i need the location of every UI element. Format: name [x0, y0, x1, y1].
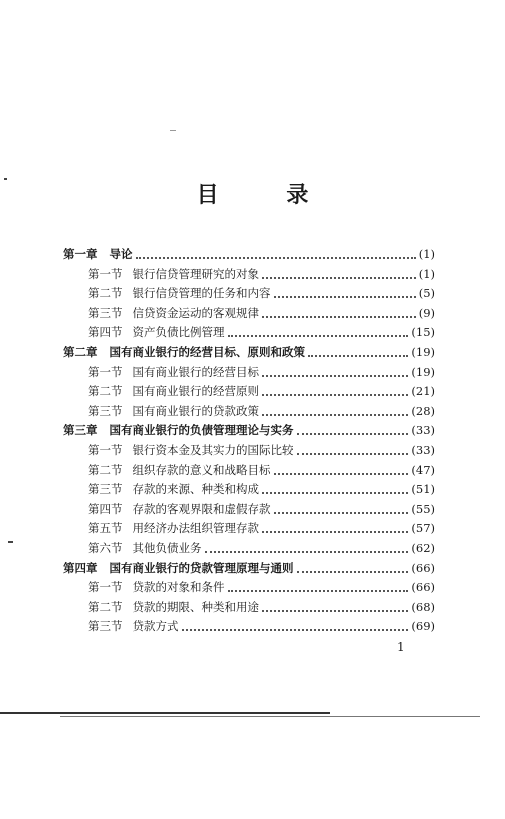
toc-section-entry [88, 362, 435, 382]
toc-chapter-entry [63, 558, 435, 578]
toc-section-entry [88, 381, 435, 401]
toc-entry-title: 国有商业银行的负债管理理论与实务 [109, 423, 294, 438]
dot-leader [262, 393, 408, 396]
toc-section-entry [88, 440, 435, 460]
toc-entry-page: (1) [418, 247, 435, 261]
dot-leader [274, 472, 409, 475]
toc-entry-label: 第三节 [88, 482, 123, 497]
toc-entry-label: 第四节 [88, 501, 123, 516]
toc-entry-page: (19) [411, 364, 435, 379]
toc-section-entry [88, 322, 435, 342]
dot-leader [297, 570, 409, 573]
toc-entry-title: 国有商业银行的贷款管理原理与通则 [109, 560, 294, 575]
dot-leader [182, 628, 409, 631]
toc-entry-label: 第二节 [88, 384, 123, 399]
toc-entry-label: 第四节 [88, 325, 123, 340]
toc-entry-label: 第一节 [88, 266, 123, 281]
toc-entry-label: 第三节 [88, 305, 123, 320]
toc-section-entry [88, 264, 435, 284]
toc-entry-label: 第二节 [88, 462, 123, 477]
toc-chapter-entry [63, 244, 435, 264]
toc-section-entry [88, 597, 435, 617]
toc-chapter-entry [63, 342, 435, 362]
toc-section-entry [88, 479, 435, 499]
dot-leader [297, 452, 409, 455]
dot-leader [228, 589, 409, 592]
toc-entry-page: (33) [411, 443, 435, 457]
toc-section-entry [88, 518, 435, 538]
toc-entry-page: (21) [411, 384, 435, 399]
toc-entry-title: 导论 [109, 247, 133, 261]
toc-entry-title: 用经济办法组织管理存款 [132, 521, 259, 536]
toc-entry-title: 国有商业银行的经营原则 [132, 384, 259, 399]
toc-entry-page: (1) [418, 266, 435, 281]
dot-leader [262, 609, 408, 612]
toc-entry-page: (33) [411, 423, 435, 438]
dot-leader [274, 295, 416, 298]
toc-section-entry [88, 538, 435, 558]
toc-entry-page: (69) [411, 619, 435, 634]
toc-entry-page: (66) [411, 560, 435, 575]
toc-entry-page: (28) [411, 403, 435, 418]
dot-leader [262, 315, 416, 318]
toc-entry-page: (57) [411, 521, 435, 536]
toc-entry-title: 资产负债比例管理 [132, 325, 225, 340]
toc-entry-page: (9) [418, 305, 435, 320]
toc-entry-label: 第二节 [88, 286, 123, 301]
toc-entry-title: 国有商业银行的贷款政策 [132, 403, 259, 418]
dot-leader [136, 256, 416, 259]
toc-entry-label: 第三节 [88, 619, 123, 634]
toc-entry-page: (47) [411, 462, 435, 477]
toc-entry-title: 国有商业银行的经营目标、原则和政策 [109, 345, 305, 359]
toc-entry-page: (51) [411, 482, 435, 497]
toc-entry-title: 信贷资金运动的客观规律 [132, 305, 259, 320]
dot-leader [274, 511, 409, 514]
toc-entry-title: 组织存款的意义和战略目标 [132, 462, 271, 477]
toc-section-entry [88, 616, 435, 636]
dot-leader [297, 432, 409, 435]
toc-entry-title: 贷款方式 [132, 619, 179, 634]
toc-entry-title: 银行资本金及其实力的国际比较 [132, 443, 294, 457]
dot-leader [262, 276, 416, 279]
toc-entry-label: 第一章 [63, 247, 98, 261]
dot-leader [262, 374, 408, 377]
toc-entry-title: 贷款的对象和条件 [132, 580, 225, 595]
toc-entry-label: 第三节 [88, 403, 123, 418]
toc-entry-page: (15) [411, 325, 435, 340]
toc-entry-label: 第五节 [88, 521, 123, 536]
scan-speck [4, 178, 7, 180]
page-title: 目 录 [196, 182, 339, 208]
toc-entry-title: 存款的来源、种类和构成 [132, 482, 259, 497]
toc-entry-label: 第一节 [88, 580, 123, 595]
dot-leader [262, 413, 408, 416]
toc-entry-page: (19) [411, 345, 435, 359]
scan-rule-line [0, 712, 330, 714]
toc-entry-title: 银行信贷管理研究的对象 [132, 266, 259, 281]
dot-leader [205, 550, 409, 553]
scan-speck [170, 130, 176, 131]
toc-chapter-entry [63, 420, 435, 440]
scan-rule-line [60, 716, 480, 717]
toc-section-entry [88, 577, 435, 597]
toc-entry-title: 银行信贷管理的任务和内容 [132, 286, 271, 301]
toc-entry-label: 第一节 [88, 364, 123, 379]
toc-entry-label: 第六节 [88, 541, 123, 555]
toc-entry-label: 第一节 [88, 443, 123, 457]
dot-leader [228, 334, 409, 337]
page-number: 1 [397, 640, 405, 654]
toc-entry-title: 其他负债业务 [132, 541, 202, 555]
toc-entry-label: 第三章 [63, 423, 98, 438]
toc-entry-title: 贷款的期限、种类和用途 [132, 599, 259, 614]
toc-section-entry [88, 460, 435, 480]
dot-leader [262, 530, 408, 533]
toc-entry-page: (5) [418, 286, 435, 301]
toc-section-entry [88, 401, 435, 421]
toc-section-entry [88, 303, 435, 323]
toc-entry-title: 国有商业银行的经营目标 [132, 364, 259, 379]
dot-leader [262, 491, 408, 494]
toc-entry-title: 存款的客观界限和虚假存款 [132, 501, 271, 516]
toc-section-entry [88, 283, 435, 303]
toc-section-entry [88, 499, 435, 519]
scan-speck [8, 541, 13, 543]
dot-leader [308, 354, 408, 357]
toc-entry-label: 第二章 [63, 345, 98, 359]
toc-entry-page: (55) [411, 501, 435, 516]
toc-entry-page: (66) [411, 580, 435, 595]
toc-entry-label: 第四章 [63, 560, 98, 575]
toc-entry-page: (68) [411, 599, 435, 614]
toc-entry-page: (62) [411, 541, 435, 555]
toc-entry-label: 第二节 [88, 599, 123, 614]
